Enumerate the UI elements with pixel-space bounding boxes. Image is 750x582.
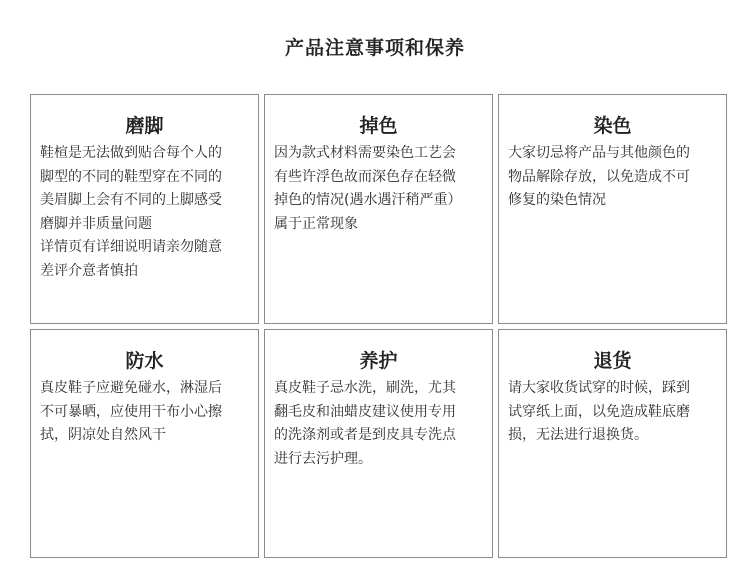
card-title-diaose: 掉色 <box>359 115 398 137</box>
card-title-mojiao: 磨脚 <box>125 115 164 137</box>
card-body-fangshui: 真皮鞋子应避免碰水，淋湿后 不可暴晒，应使用干布小心擦 拭，阴凉处自然风干 <box>40 380 222 443</box>
card-yanghu <box>264 329 493 558</box>
card-tuihuo <box>498 329 727 558</box>
card-body-tuihuo: 请大家收货试穿的时候，踩到 试穿纸上面，以免造成鞋底磨 损，无法进行退换货。 <box>508 380 690 443</box>
card-fangshui <box>30 329 259 558</box>
card-diaose <box>264 94 493 324</box>
card-title-ranse: 染色 <box>593 115 632 137</box>
card-title-yanghu: 养护 <box>359 350 398 372</box>
card-ranse <box>498 94 727 324</box>
card-title-fangshui: 防水 <box>125 350 164 372</box>
card-title-tuihuo: 退货 <box>593 350 632 372</box>
page-title: 产品注意事项和保养 <box>284 37 465 59</box>
card-body-diaose: 因为款式材料需要染色工艺会 有些许浮色故而深色存在轻微 掉色的情况(遇水遇汗稍严重） 属于正常现象 <box>274 145 462 232</box>
card-body-mojiao: 鞋楦是无法做到贴合每个人的 脚型的不同的鞋型穿在不同的 美眉脚上会有不同的上脚感受 磨脚并非质量问题 详情页有详细说明请亲勿随意 差评介意者慎拍 <box>40 145 222 279</box>
card-body-yanghu: 真皮鞋子忌水洗，刷洗，尤其 翻毛皮和油蜡皮建议使用专用 的洗涤剂或者是到皮具专洗点 进行去污护理。 <box>274 380 456 467</box>
card-mojiao <box>30 94 259 324</box>
card-body-ranse: 大家切忌将产品与其他颜色的 物品解除存放，以免造成不可 修复的染色情况 <box>508 145 690 208</box>
